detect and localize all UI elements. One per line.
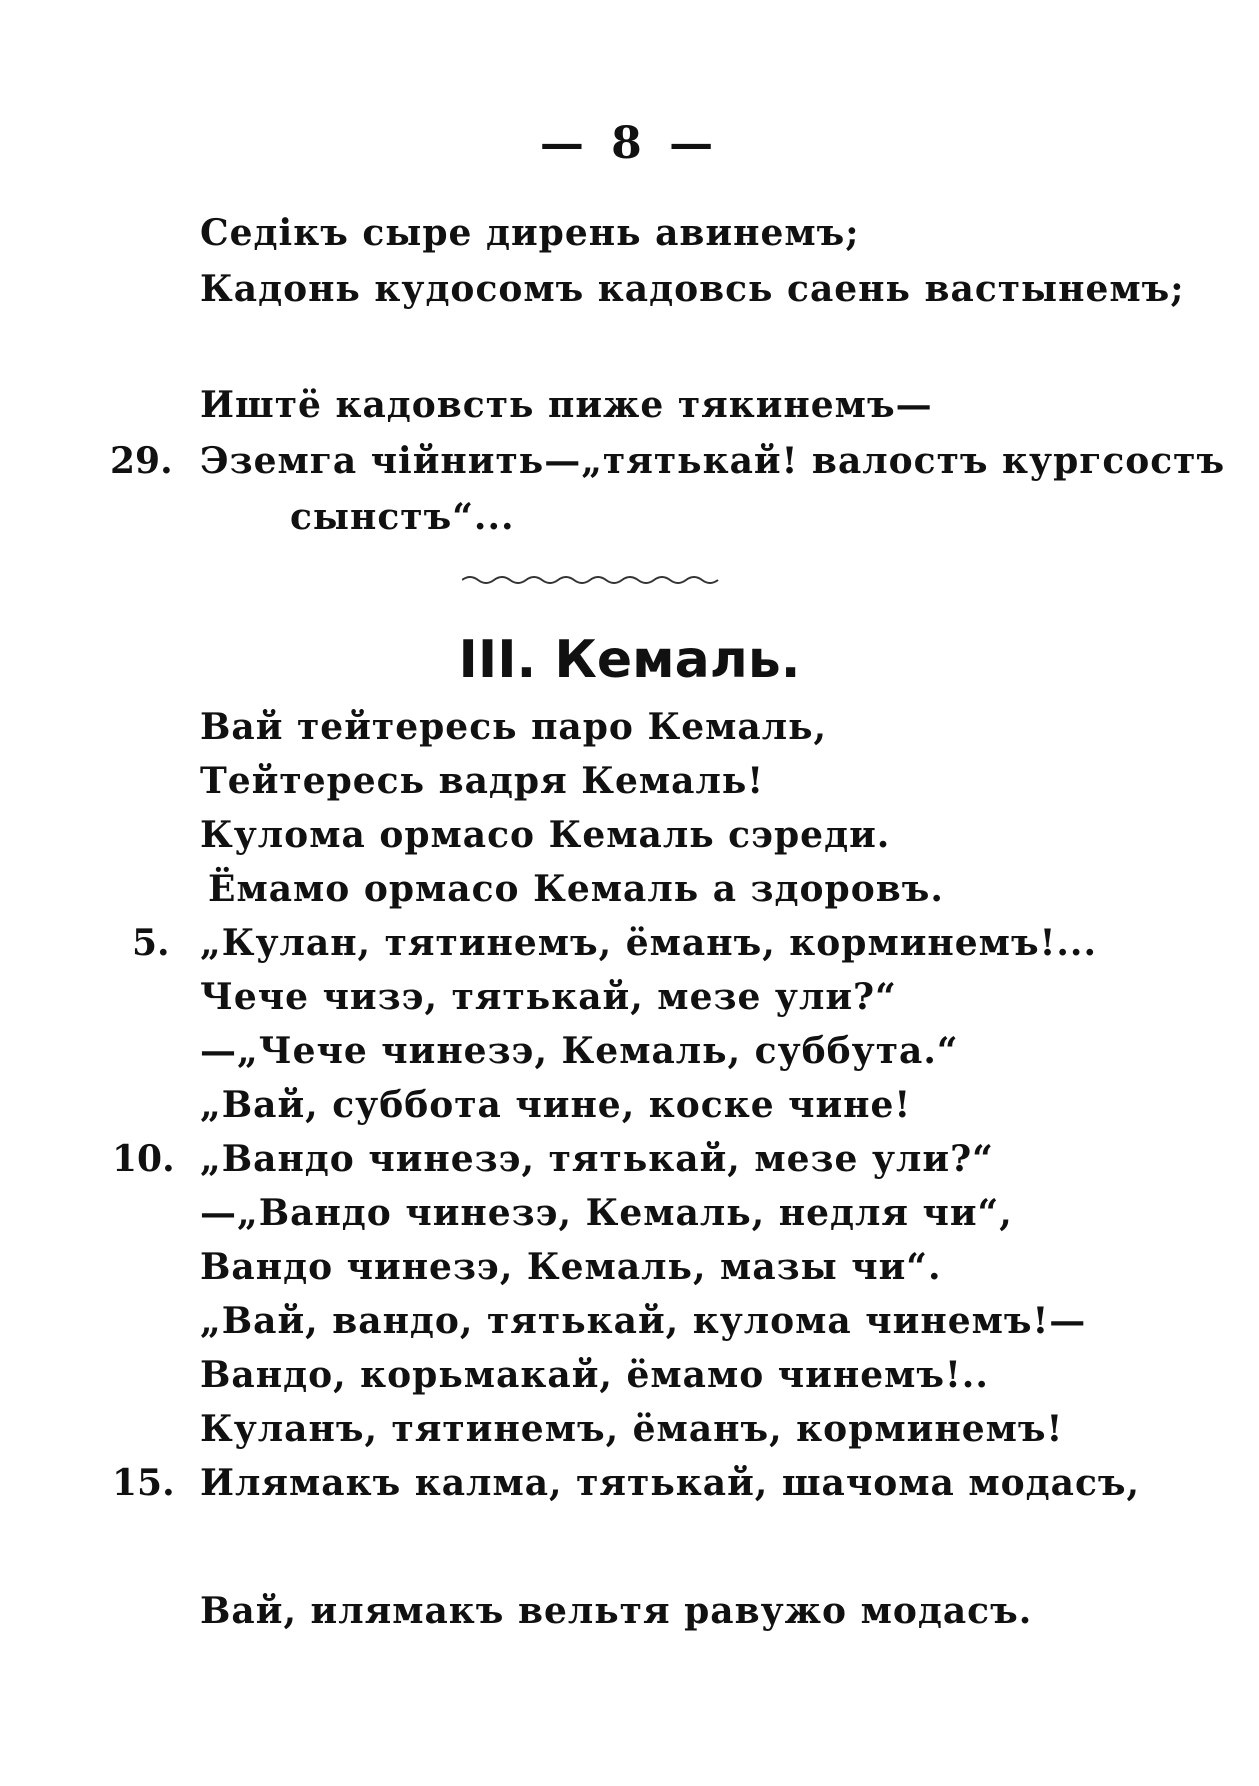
verse-line: „Кулан, тятинемъ, ёманъ, корминемъ!... bbox=[200, 922, 1097, 964]
verse-line: „Вай, вандо, тятькай, кулома чинемъ!— bbox=[200, 1300, 1087, 1342]
verse-line: Вандо чинезэ, Кемаль, мазы чи“. bbox=[200, 1246, 942, 1288]
verse-line: Куланъ, тятинемъ, ёманъ, корминемъ! bbox=[200, 1408, 1064, 1450]
verse-line: Иштё кадовсть пиже тякинемъ— bbox=[200, 384, 933, 426]
line-number: 5. bbox=[132, 922, 170, 964]
page-number: — 8 — bbox=[539, 118, 720, 169]
verse-line: сынстъ“... bbox=[290, 496, 515, 538]
line-number: 15. bbox=[112, 1462, 175, 1504]
verse-line: —„Вандо чинезэ, Кемаль, недля чи“, bbox=[200, 1192, 1013, 1234]
ornament-divider bbox=[462, 572, 724, 588]
verse-line: Вай тейтересь паро Кемаль, bbox=[200, 706, 828, 748]
verse-line: Эземга чійнить—„тятькай! валостъ кургсостъ bbox=[200, 440, 1226, 482]
poem-title: III. Кемаль. bbox=[458, 630, 801, 690]
verse-line: Кулома ормасо Кемаль сэреди. bbox=[200, 814, 891, 856]
verse-line: Ёмамо ормасо Кемаль а здоровъ. bbox=[208, 868, 944, 910]
verse-line: „Вандо чинезэ, тятькай, мезе ули?“ bbox=[200, 1138, 994, 1180]
verse-line: Илямакъ калма, тятькай, шачома модасъ, bbox=[200, 1462, 1141, 1504]
verse-line: Вандо, корьмакай, ёмамо чинемъ!.. bbox=[200, 1354, 989, 1396]
verse-line: Вай, илямакъ вельтя равужо модасъ. bbox=[200, 1590, 1033, 1632]
verse-line: „Вай, суббота чине, коске чине! bbox=[200, 1084, 912, 1126]
line-number: 10. bbox=[112, 1138, 175, 1180]
verse-line: Седікъ сыре дирень авинемъ; bbox=[200, 212, 860, 254]
verse-line: Чече чизэ, тятькай, мезе ули?“ bbox=[200, 976, 897, 1018]
line-number: 29. bbox=[110, 440, 173, 482]
verse-line: Кадонь кудосомъ кадовсь саень вастынемъ; bbox=[200, 268, 1185, 310]
verse-line: Тейтересь вадря Кемаль! bbox=[200, 760, 765, 802]
verse-line: —„Чече чинезэ, Кемаль, суббута.“ bbox=[200, 1030, 959, 1072]
